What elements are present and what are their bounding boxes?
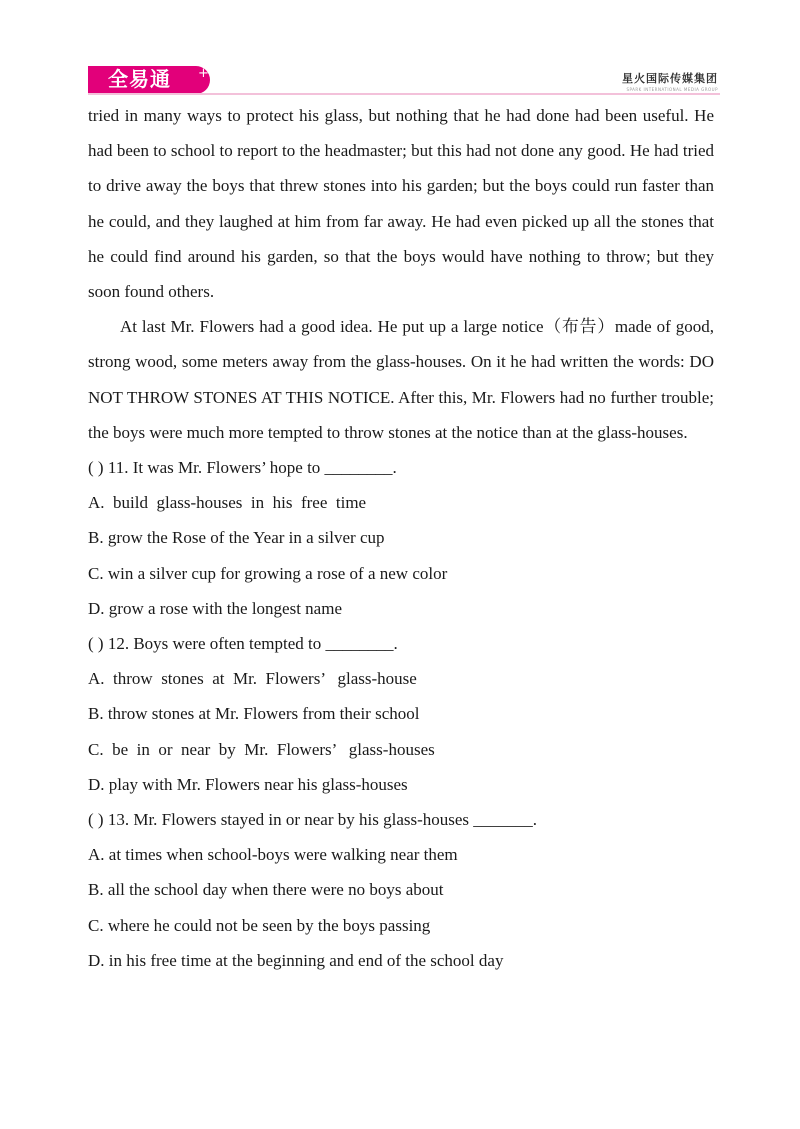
publisher-name-en: SPARK INTERNATIONAL MEDIA GROUP — [626, 87, 718, 92]
logo-text: 全易通 — [108, 67, 171, 91]
header-divider — [88, 93, 720, 95]
answer-option: C. be in or near by Mr. Flowers’ glass-houses — [88, 739, 435, 759]
answer-option: C. where he could not be seen by the boys passing — [88, 915, 431, 935]
answer-option: A. build glass-houses in his free time — [88, 493, 367, 513]
answer-option: B. throw stones at Mr. Flowers from their school — [88, 704, 420, 724]
answer-option: C. win a silver cup for growing a rose of a new color — [88, 563, 448, 583]
question-stem: ( ) 13. Mr. Flowers stayed in or near by his glass-houses _______. — [88, 810, 538, 830]
publisher-name: 星火国际传媒集团 — [622, 72, 718, 85]
passage-paragraph: At last Mr. Flowers had a good idea. He put up a large notice（布告）made of good, strong wood, some meters away from the glass-houses. On it he had written the words: DO NOT THROW STONES AT THIS NOTICE. After this, Mr. Flowers had no further trouble; the boys were much more tempted to throw stones at the notice than at the glass-houses. — [88, 317, 714, 442]
page-header — [0, 0, 800, 100]
answer-option: B. all the school day when there were no boys about — [88, 880, 444, 900]
answer-option: D. play with Mr. Flowers near his glass-houses — [88, 774, 408, 794]
answer-option: B. grow the Rose of the Year in a silver cup — [88, 528, 385, 548]
page-content — [88, 98, 714, 978]
answer-option: A. throw stones at Mr. Flowers’ glass-house — [88, 669, 417, 689]
logo-star-icon: + — [198, 66, 209, 81]
publisher-mark — [622, 70, 718, 92]
answer-option: A. at times when school-boys were walking near them — [88, 845, 458, 865]
question-stem: ( ) 11. It was Mr. Flowers’ hope to ________. — [88, 458, 397, 478]
answer-option: D. in his free time at the beginning and end of the school day — [88, 950, 504, 970]
passage-paragraph: tried in many ways to protect his glass, but nothing that he had done had been useful. He had been to school to report to the headmaster; but this had not done any good. He had tried to drive away the boys that threw stones into his garden; but the boys could run faster than he could, and they laughed at him from far away. He had even picked up all the stones that he could find around his garden, so that the boys would have nothing to throw; but they soon found others. — [88, 106, 714, 302]
answer-option: D. grow a rose with the longest name — [88, 598, 342, 618]
question-stem: ( ) 12. Boys were often tempted to ________. — [88, 634, 398, 654]
